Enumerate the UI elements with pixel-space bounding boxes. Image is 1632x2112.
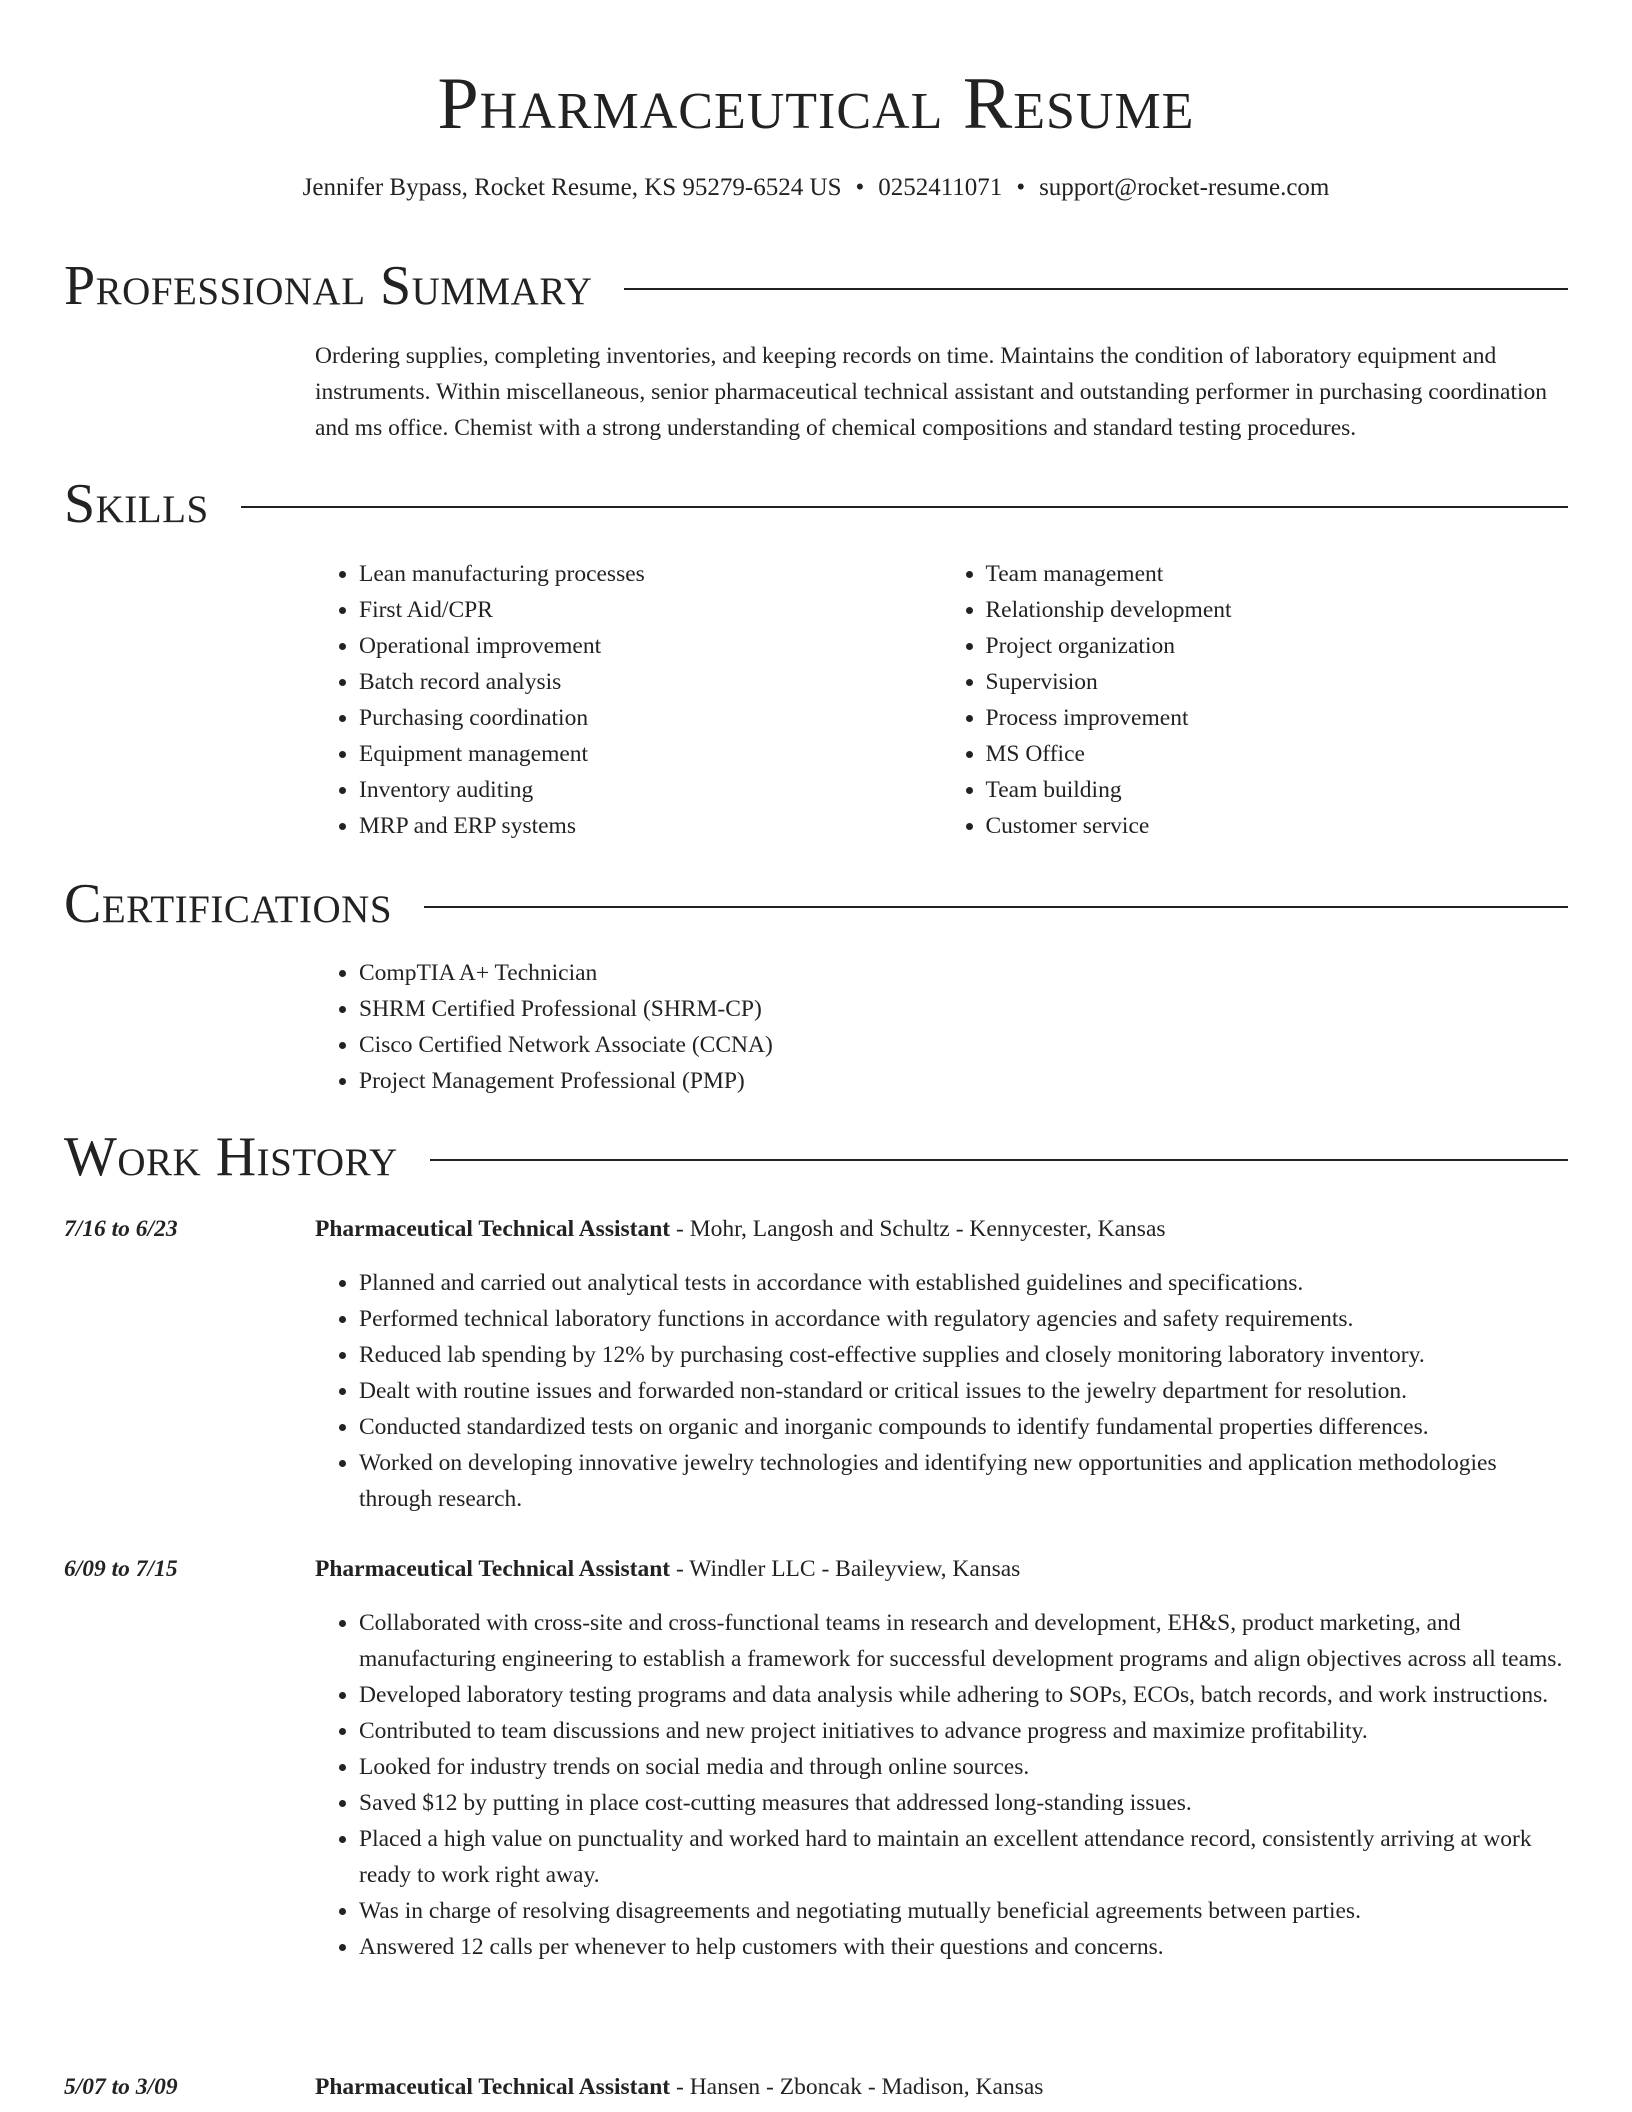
list-item: • Operational improvement (359, 628, 942, 664)
list-item: • Contributed to team discussions and new project initiatives to advance progress and maximize profitability. (359, 1713, 1568, 1749)
job-title-line (315, 2069, 1043, 2105)
list-item: • Developed laboratory testing programs and data analysis while adhering to SOPs, ECOs, batch records, and work instructions. (359, 1677, 1568, 1713)
list-item: • Team management (986, 556, 1569, 592)
resume-title: Pharmaceutical Resume (437, 63, 1195, 145)
list-item: • CompTIA A+ Technician (359, 955, 1568, 991)
contact-separator: • (855, 174, 865, 201)
job-title: Pharmaceutical Technical Assistant (315, 2074, 671, 2100)
list-item: • Lean manufacturing processes (359, 556, 942, 592)
section-divider (424, 906, 1568, 908)
list-item: • Was in charge of resolving disagreements and negotiating mutually beneficial agreements between parties. (359, 1893, 1568, 1929)
certifications-section-heading (64, 874, 1568, 934)
certifications-heading: Certifications (64, 873, 393, 935)
skills-section-heading (64, 474, 1568, 534)
job-duties-list (315, 1605, 1568, 1965)
section-divider (624, 288, 1568, 290)
list-item: • Cisco Certified Network Associate (CCNA) (359, 1027, 1568, 1063)
job-duties-list (315, 1265, 1568, 1517)
list-item: • First Aid/CPR (359, 592, 942, 628)
list-item: • Purchasing coordination (359, 700, 942, 736)
list-item: • Team building (986, 772, 1569, 808)
list-item: • Placed a high value on punctuality and worked hard to maintain an excellent attendance record, consistently arriving at work ready to work right away. (359, 1821, 1568, 1893)
list-item: • Answered 12 calls per whenever to help customers with their questions and concerns. (359, 1929, 1568, 1965)
list-item: • Inventory auditing (359, 772, 942, 808)
summary-text: Ordering supplies, completing inventories, and keeping records on time. Maintains the condition of laboratory equipment and instruments. Within miscellaneous, senior pharmaceutical technical assistant and outstanding performer in purchasing coordination and ms office. Chemist with a strong understanding of chemical compositions and standard testing procedures. (315, 343, 1548, 441)
list-item: • Saved $12 by putting in place cost-cutting measures that addressed long-standing issues. (359, 1785, 1568, 1821)
contact-address: Jennifer Bypass, Rocket Resume, KS 95279-6524 US (302, 174, 842, 201)
job-employer: - Mohr, Langosh and Schultz - Kennycester, Kansas (670, 1216, 1166, 1242)
job-employer: - Hansen - Zboncak - Madison, Kansas (670, 2074, 1044, 2100)
contact-line (0, 172, 1632, 204)
list-item: • Dealt with routine issues and forwarded non-standard or critical issues to the jewelry department for resolution. (359, 1373, 1568, 1409)
list-item: • MRP and ERP systems (359, 808, 942, 844)
skills-list (315, 556, 1568, 844)
list-item: • Project organization (986, 628, 1569, 664)
list-item: • Equipment management (359, 736, 942, 772)
summary-body (315, 338, 1568, 446)
summary-section-heading (64, 256, 1568, 316)
job-dates: 7/16 to 6/23 (64, 1216, 178, 1242)
summary-heading: Professional Summary (64, 255, 593, 317)
list-item: • MS Office (986, 736, 1569, 772)
list-item: • Planned and carried out analytical tests in accordance with established guidelines and specifications. (359, 1265, 1568, 1301)
job-dates: 5/07 to 3/09 (64, 2074, 178, 2100)
list-item: • Worked on developing innovative jewelry technologies and identifying new opportunities and application methodologies through research. (359, 1445, 1568, 1517)
skills-column-left (315, 556, 942, 844)
job-title: Pharmaceutical Technical Assistant (315, 1216, 671, 1242)
list-item: • Customer service (986, 808, 1569, 844)
skills-column-right (942, 556, 1569, 844)
list-item: • Collaborated with cross-site and cross-functional teams in research and development, EH&S, product marketing, and manufacturing engineering to establish a framework for successful development programs and align objectives across all teams. (359, 1605, 1568, 1677)
certifications-list (315, 955, 1568, 1099)
job-dates: 6/09 to 7/15 (64, 1556, 178, 1582)
list-item: • Looked for industry trends on social media and through online sources. (359, 1749, 1568, 1785)
work-section-heading (64, 1127, 1568, 1187)
section-divider (430, 1159, 1568, 1161)
job-title-line (315, 1551, 1020, 1587)
work-heading: Work History (64, 1126, 398, 1188)
skills-heading: Skills (64, 473, 209, 535)
list-item: • Supervision (986, 664, 1569, 700)
list-item: • Relationship development (986, 592, 1569, 628)
job-title: Pharmaceutical Technical Assistant (315, 1556, 671, 1582)
list-item: • Performed technical laboratory functions in accordance with regulatory agencies and safety requirements. (359, 1301, 1568, 1337)
contact-separator: • (1016, 174, 1026, 201)
contact-email: support@rocket-resume.com (1039, 174, 1330, 201)
list-item: • Reduced lab spending by 12% by purchasing cost-effective supplies and closely monitoring laboratory inventory. (359, 1337, 1568, 1373)
list-item: • Batch record analysis (359, 664, 942, 700)
job-title-line (315, 1211, 1166, 1247)
contact-phone: 0252411071 (878, 174, 1003, 201)
section-divider (241, 506, 1568, 508)
certifications-body (315, 955, 1568, 1099)
list-item: • SHRM Certified Professional (SHRM-CP) (359, 991, 1568, 1027)
list-item: • Project Management Professional (PMP) (359, 1063, 1568, 1099)
list-item: • Process improvement (986, 700, 1569, 736)
job-employer: - Windler LLC - Baileyview, Kansas (670, 1556, 1021, 1582)
list-item: • Conducted standardized tests on organic and inorganic compounds to identify fundamental properties differences. (359, 1409, 1568, 1445)
